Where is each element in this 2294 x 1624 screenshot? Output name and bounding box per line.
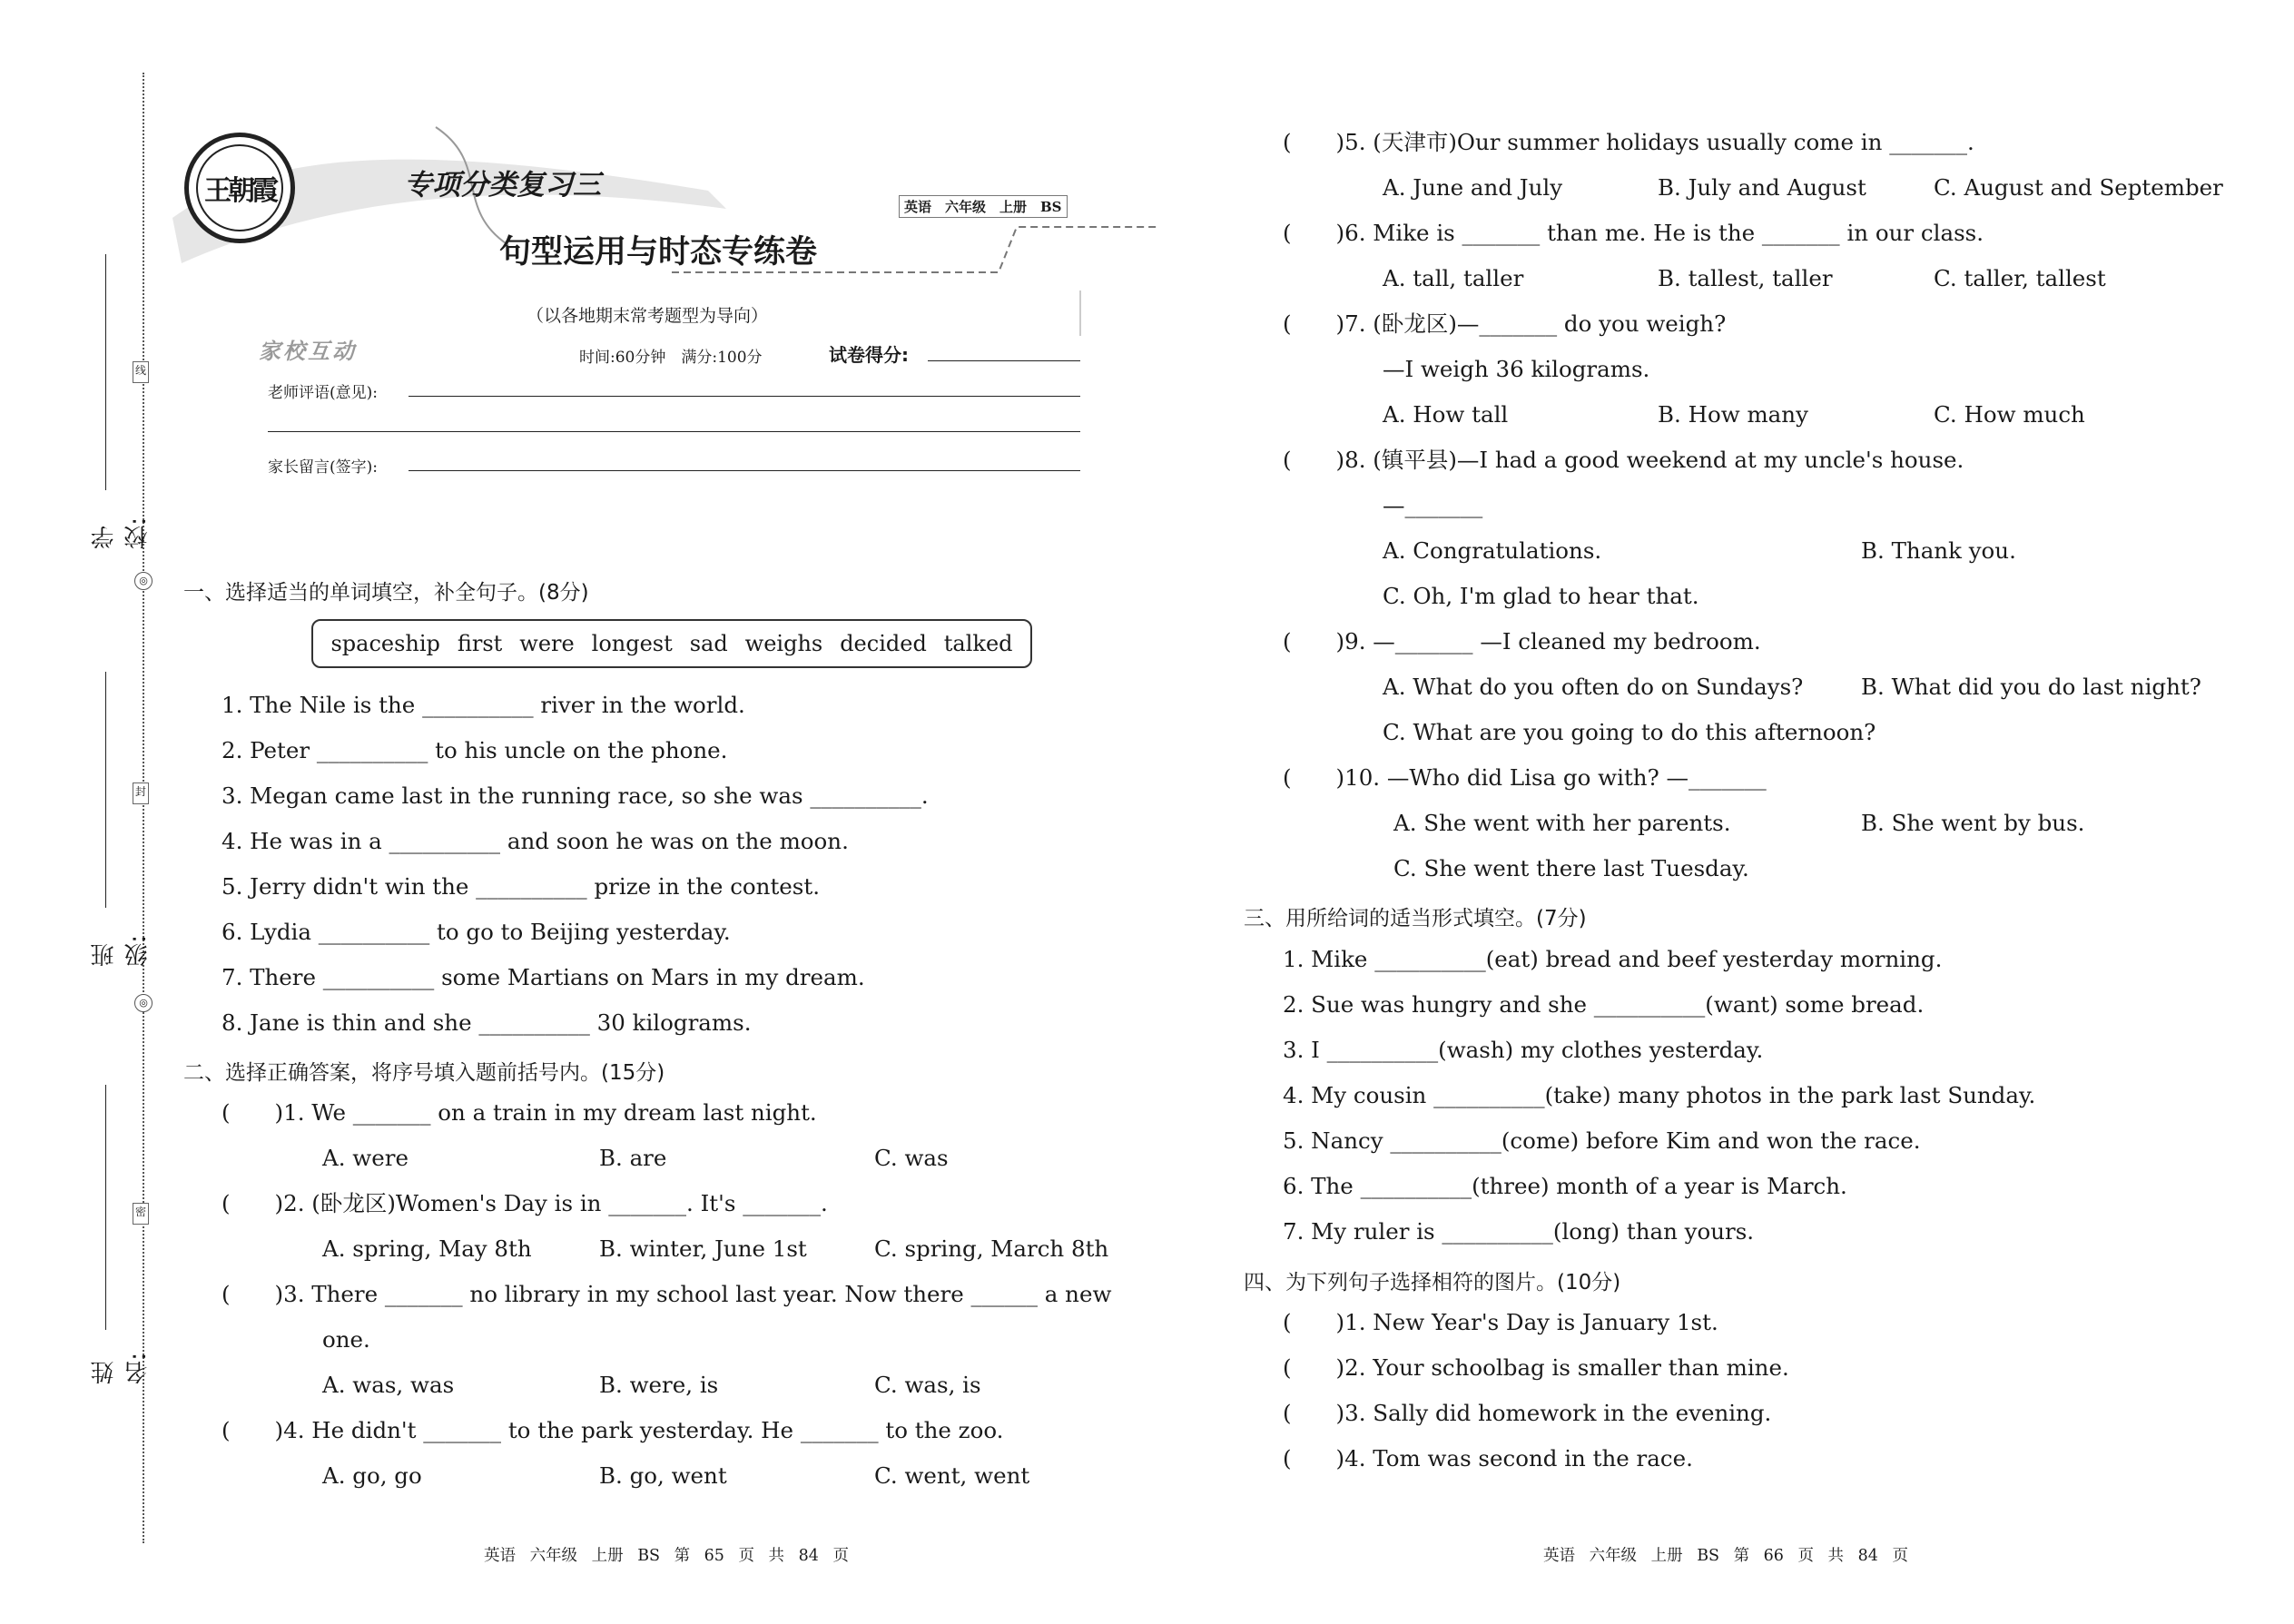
parent-comment-label: 家长留言(签字):	[268, 458, 378, 477]
s1-item: 4. He was in a __________ and soon he was on the moon.	[222, 828, 849, 854]
s4-item: ( )4. Tom was second in the race.	[1283, 1445, 1693, 1471]
word-bank-item: longest	[591, 631, 673, 656]
teacher-comment-line2[interactable]	[268, 431, 1080, 432]
option: B. What did you do last night?	[1861, 674, 2201, 700]
section3-title: 三、用所给词的适当形式填空。(7分)	[1244, 907, 1587, 930]
word-bank-item: talked	[943, 631, 1013, 656]
score-field[interactable]	[928, 360, 1080, 361]
score-label: 试卷得分:	[829, 344, 909, 366]
parent-comment-field[interactable]	[409, 470, 1080, 471]
school-line	[105, 254, 106, 490]
question: ( )7. (卧龙区)—_______ do you weigh?	[1283, 310, 1727, 337]
s4-item: ( )2. Your schoolbag is smaller than mine.	[1283, 1354, 1789, 1381]
teacher-comment-field[interactable]	[409, 396, 1080, 397]
question: ( )10. —Who did Lisa go with? —_______	[1283, 764, 1767, 791]
name-label: 姓名:	[91, 1353, 152, 1384]
option: B. go, went	[599, 1462, 727, 1489]
s3-item: 4. My cousin __________(take) many photos in the park last Sunday.	[1283, 1082, 2036, 1108]
s4-item: ( )3. Sally did homework in the evening.	[1283, 1400, 1772, 1426]
dialog-answer: —_______	[1383, 492, 1483, 518]
word-bank-item: sad	[689, 631, 728, 656]
option: C. spring, March 8th	[874, 1235, 1109, 1262]
s1-item: 7. There __________ some Martians on Mars in my dream.	[222, 964, 865, 990]
grade-tag: 英语 六年级 上册 BS	[899, 195, 1068, 218]
name-line	[105, 1085, 106, 1330]
s3-item: 6. The __________(three) month of a year is March.	[1283, 1173, 1847, 1199]
page-footer: 英语 六年级 上册 BS 第 66 页 共 84 页	[1543, 1547, 1908, 1565]
option: B. tallest, taller	[1658, 265, 1833, 291]
tear-circle-icon: ◎	[134, 994, 153, 1012]
binding-box-line: 线	[133, 361, 149, 383]
question: ( )4. He didn't _______ to the park yesterday. He _______ to the zoo.	[222, 1417, 1004, 1443]
word-bank	[311, 619, 1032, 668]
option: A. June and July	[1383, 174, 1563, 201]
s3-item: 3. I __________(wash) my clothes yesterday.	[1283, 1037, 1764, 1063]
option: A. spring, May 8th	[322, 1235, 532, 1262]
option: C. was, is	[874, 1372, 981, 1398]
option: C. How much	[1934, 401, 2085, 428]
class-label: 班级:	[91, 935, 152, 967]
option: A. Congratulations.	[1383, 537, 1602, 564]
word-bank-item: were	[519, 631, 575, 656]
option: B. How many	[1658, 401, 1808, 428]
time-score: 时间:60分钟 满分:100分	[579, 349, 763, 367]
question: ( )2. (卧龙区)Women's Day is in _______. It's _______.	[222, 1190, 828, 1216]
s3-item: 2. Sue was hungry and she __________(want) some bread.	[1283, 991, 1925, 1018]
question: ( )6. Mike is _______ than me. He is the _______ in our class.	[1283, 220, 1984, 246]
word-bank-item: weighs	[744, 631, 823, 656]
option: A. She went with her parents.	[1393, 810, 1731, 836]
s1-item: 1. The Nile is the __________ river in the world.	[222, 692, 745, 718]
tear-circle-icon: ◎	[134, 572, 153, 590]
option: A. What do you often do on Sundays?	[1383, 674, 1804, 700]
s1-item: 5. Jerry didn't win the __________ prize in the contest.	[222, 873, 820, 900]
question: ( )3. There _______ no library in my school last year. Now there ______ a new	[222, 1281, 1112, 1307]
word-bank-item: spaceship	[330, 631, 440, 656]
school-label: 学校:	[91, 517, 152, 549]
section1-title: 一、选择适当的单词填空，补全句子。(8分)	[183, 581, 589, 605]
option: B. Thank you.	[1861, 537, 2016, 564]
question: ( )9. —_______ —I cleaned my bedroom.	[1283, 628, 1761, 655]
class-line	[105, 672, 106, 908]
s1-item: 2. Peter __________ to his uncle on the phone.	[222, 737, 728, 763]
option: C. What are you going to do this afternoon?	[1383, 719, 1876, 745]
option: A. go, go	[322, 1462, 422, 1489]
option: C. Oh, I'm glad to hear that.	[1383, 583, 1699, 609]
s1-item: 3. Megan came last in the running race, so she was __________.	[222, 782, 929, 809]
option: A. were	[322, 1145, 409, 1171]
option: C. She went there last Tuesday.	[1393, 855, 1749, 881]
word-bank-item: first	[457, 631, 503, 656]
subtitle: （以各地期末常考题型为导向）	[527, 306, 769, 326]
s3-item: 5. Nancy __________(come) before Kim and won the race.	[1283, 1127, 1921, 1154]
question: ( )8. (镇平县)—I had a good weekend at my uncle's house.	[1283, 447, 1964, 473]
question-continued: one.	[322, 1326, 370, 1353]
teacher-comment-label: 老师评语(意见):	[268, 384, 378, 402]
option: C. went, went	[874, 1462, 1030, 1489]
option: B. She went by bus.	[1861, 810, 2085, 836]
section2-title: 二、选择正确答案，将序号填入题前括号内。(15分)	[183, 1061, 665, 1085]
s3-item: 1. Mike __________(eat) bread and beef yesterday morning.	[1283, 946, 1943, 972]
binding-dotted-line	[143, 73, 144, 1543]
dialog-answer: —I weigh 36 kilograms.	[1383, 356, 1650, 382]
family-school-label: 家校互动	[259, 339, 357, 364]
option: C. taller, tallest	[1934, 265, 2106, 291]
question: ( )1. We _______ on a train in my dream last night.	[222, 1099, 817, 1126]
main-title: 句型运用与时态专练卷	[499, 234, 818, 271]
word-bank-item: decided	[840, 631, 927, 656]
series-title: 专项分类复习三	[404, 169, 601, 202]
s1-item: 6. Lydia __________ to go to Beijing yesterday.	[222, 919, 731, 945]
option: C. was	[874, 1145, 949, 1171]
option: A. tall, taller	[1383, 265, 1524, 291]
option: B. are	[599, 1145, 667, 1171]
binding-box-seal: 封	[133, 782, 149, 804]
option: C. August and September	[1934, 174, 2223, 201]
s1-item: 8. Jane is thin and she __________ 30 kilograms.	[222, 1009, 752, 1036]
option: B. winter, June 1st	[599, 1235, 807, 1262]
s4-item: ( )1. New Year's Day is January 1st.	[1283, 1309, 1718, 1335]
page-footer: 英语 六年级 上册 BS 第 65 页 共 84 页	[484, 1547, 849, 1565]
question: ( )5. (天津市)Our summer holidays usually come in _______.	[1283, 129, 1974, 155]
option: A. How tall	[1383, 401, 1509, 428]
section4-title: 四、为下列句子选择相符的图片。(10分)	[1244, 1271, 1621, 1294]
option: A. was, was	[322, 1372, 455, 1398]
binding-box-secret: 密	[133, 1203, 149, 1225]
option: B. July and August	[1658, 174, 1866, 201]
option: B. were, is	[599, 1372, 719, 1398]
s3-item: 7. My ruler is __________(long) than yours.	[1283, 1218, 1755, 1245]
logo-text: 王朝霞	[196, 144, 283, 231]
logo-seal	[184, 133, 295, 243]
